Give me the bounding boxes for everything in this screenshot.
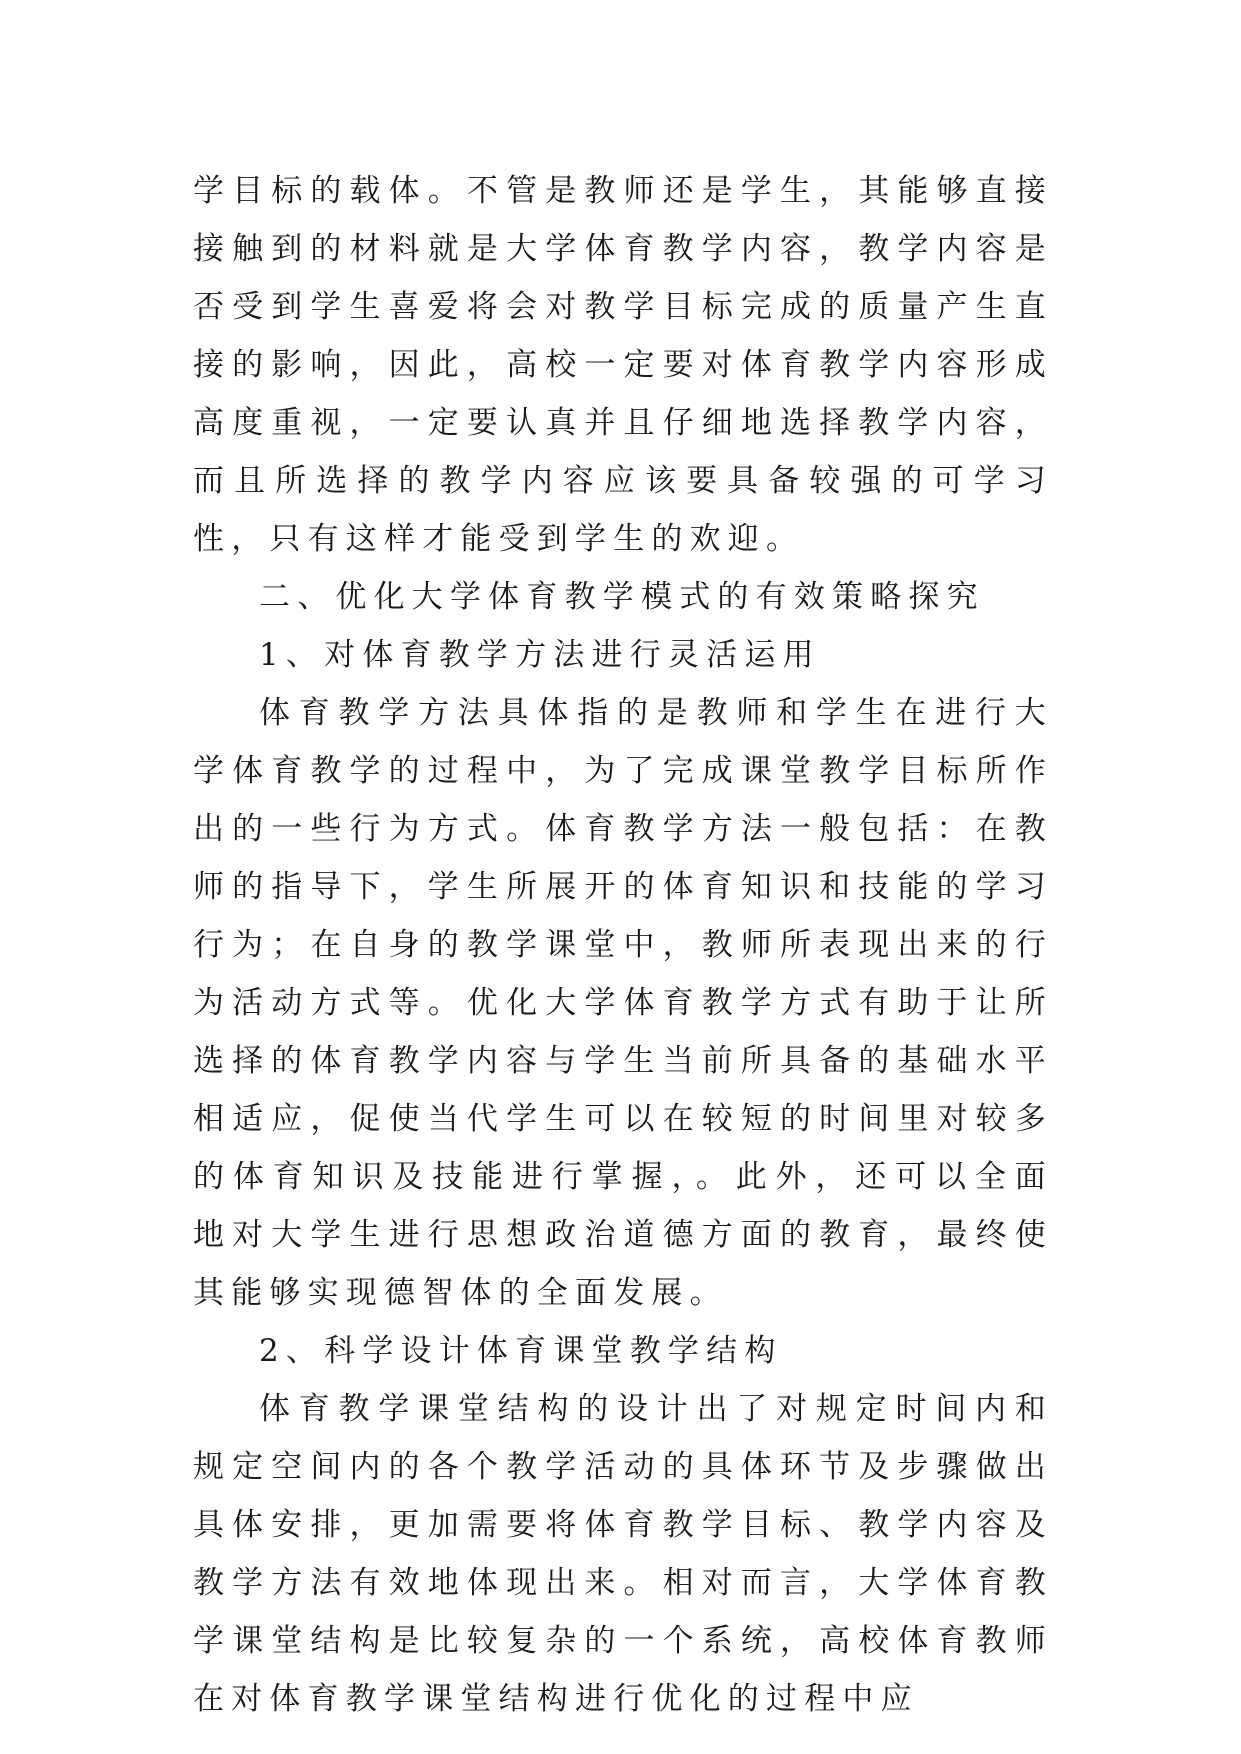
subsection-heading: 1、对体育教学方法进行灵活运用 (259, 637, 821, 673)
body-paragraph: 体育教学方法具体指的是教师和学生在进行大学体育教学的过程中，为了完成课堂教学目标所作出的一些行为方式。体育教学方法一般包括：在教师的指导下，学生所展开的体育知识和技能的学习行为；在自身的教学课堂中，教师所表现出来的行为活动方式等。优化大学体育教学方式有助于让所选择的体育教学内容与学生当前所具备的基础水平相适应，促使当代学生可以在较短的时间里对较多的体育知识及技能进行掌握，。此外，还可以全面地对大学生进行思想政治道德方面的教育，最终使其能够实现德智体的全面发展。 (193, 695, 1053, 1311)
body-paragraph: 学目标的载体。不管是教师还是学生，其能够直接接触到的材料就是大学体育教学内容，教学内容是否受到学生喜爱将会对教学目标完成的质量产生直接的影响，因此，高校一定要对体育教学内容形成高度重视，一定要认真并且仔细地选择教学内容，而且所选择的教学内容应该要具备较强的可学习性，只有这样才能受到学生的欢迎。 (193, 173, 1053, 557)
document-body (193, 162, 1053, 1728)
subsection-heading: 2、科学设计体育课堂教学结构 (259, 1333, 783, 1369)
body-paragraph: 体育教学课堂结构的设计出了对规定时间内和规定空间内的各个教学活动的具体环节及步骤做出具体安排，更加需要将体育教学目标、教学内容及教学方法有效地体现出来。相对而言，大学体育教学课堂结构是比较复杂的一个系统，高校体育教师在对体育教学课堂结构进行优化的过程中应 (193, 1391, 1053, 1717)
section-heading: 二、优化大学体育教学模式的有效策略探究 (259, 579, 985, 615)
